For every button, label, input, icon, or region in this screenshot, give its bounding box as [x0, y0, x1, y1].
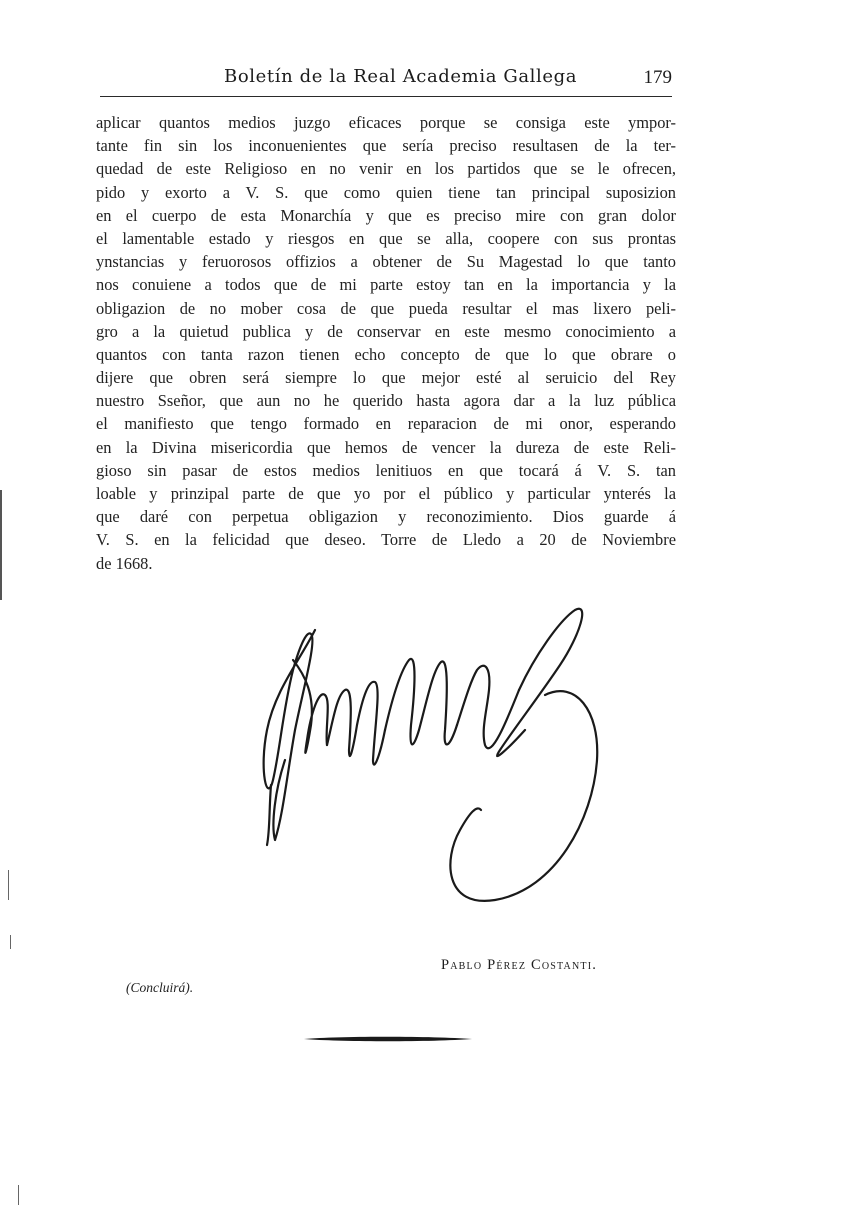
body-line-14: el manifiesto que tengo formado en reparacion de mi onor, esperando [96, 414, 676, 434]
body-line-16: gioso sin pasar de estos medios lenitiuos en que tocará á V. S. tan [96, 460, 676, 480]
body-line-7: ynstancias y feruorosos offizios a obtener de Su Magestad lo que tanto [96, 252, 676, 272]
body-line-10: gro a la quietud publica y de conservar en este mesmo conocimiento a [96, 321, 676, 341]
body-line-19: V. S. en la felicidad que deseo. Torre de Lledo a 20 de Noviembre [96, 530, 676, 550]
body-line-8: nos conuiene a todos que de mi parte estoy tan en la importancia y la [96, 275, 676, 295]
continued-note: (Concluirá). [126, 980, 194, 995]
body-line-17: loable y prinzipal parte de que yo por el público y particular ynterés la [96, 484, 676, 503]
scan-edge-mark [10, 935, 11, 949]
body-line-2: tante fin sin los inconuenientes que sería preciso resultasen de la ter- [96, 136, 676, 156]
body-line-9: obligazion de no mober cosa de que pueda resultar el mas lixero peli- [96, 298, 676, 318]
body-line-6: el lamentable estado y riesgos en que se alla, coopere con sus prontas [96, 228, 676, 248]
signature-icon [245, 600, 625, 930]
body-line-18: que daré con perpetua obligazion y reconozimiento. Dios guarde á [96, 507, 676, 527]
page-number: 179 [643, 67, 672, 88]
body-line-1: aplicar quantos medios juzgo eficaces porque se consiga este ympor- [96, 113, 676, 132]
letter-body [96, 111, 676, 575]
body-line-15: en la Divina misericordia que hemos de vencer la dureza de este Reli- [96, 437, 676, 457]
journal-title: Boletín de la Real Academia Gallega [224, 66, 578, 87]
author-name: Pablo Pérez Costanti. [441, 957, 598, 973]
scan-edge-mark [8, 870, 9, 900]
scan-edge-mark [18, 1185, 19, 1205]
body-line-5: en el cuerpo de esta Monarchía y que es preciso mire con gran dolor [96, 205, 676, 225]
ornamental-end-rule [302, 1032, 474, 1046]
scan-edge-mark [0, 490, 2, 600]
body-line-13: nuestro Sseñor, que aun no he querido hasta agora dar a la luz pública [96, 391, 676, 411]
body-line-20: de 1668. [96, 553, 153, 573]
running-header [100, 62, 672, 97]
body-line-11: quantos con tanta razon tienen echo concepto de que lo que obrare o [96, 344, 676, 364]
body-line-3: quedad de este Religioso en no venir en los partidos que se le ofrecen, [96, 159, 676, 179]
body-line-12: dijere que obren será siempre lo que mejor esté al seruicio del Rey [96, 368, 676, 388]
body-line-4: pido y exorto a V. S. que como quien tiene tan principal suposizion [96, 182, 676, 202]
